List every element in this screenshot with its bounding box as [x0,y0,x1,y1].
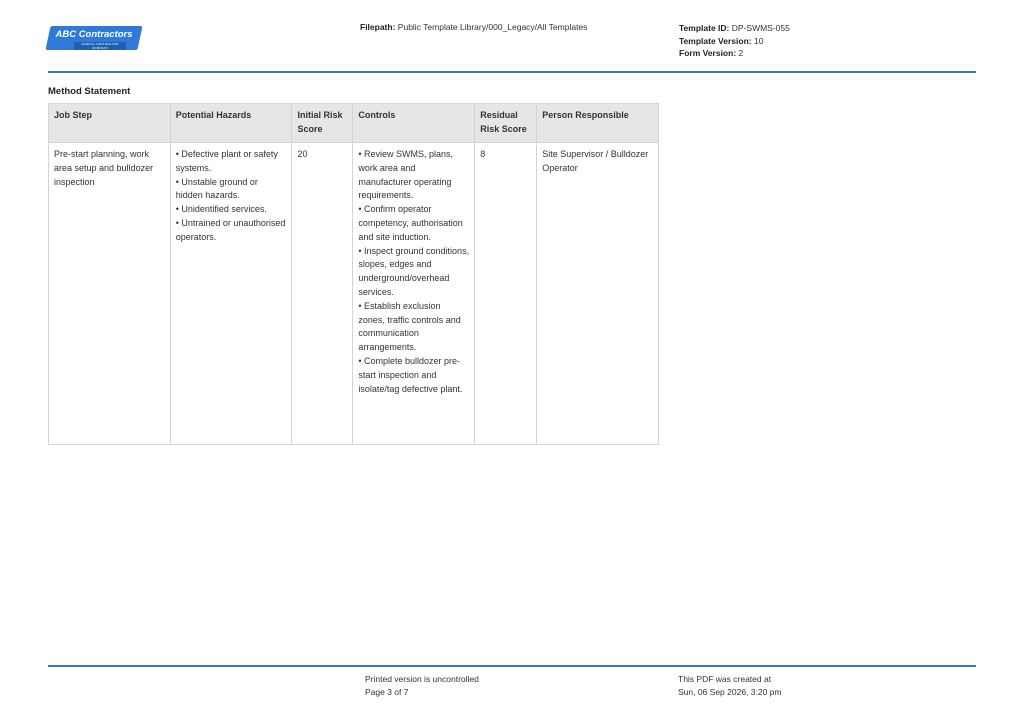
template-id-value: DP-SWMS-055 [731,23,790,33]
company-logo [48,26,140,52]
logo-name: ABC Contractors [55,29,133,40]
hazard-item: • Unstable ground or hidden hazards. [175,176,258,201]
header-divider [48,71,976,73]
table-row [49,143,659,445]
template-version-label: Template Version: [679,35,752,46]
hazard-item: • Defective plant or safety systems. [175,149,278,173]
template-id-label: Template ID: [679,23,730,33]
cell-job-step: Pre-start planning, work area setup and bulldozer inspection [49,143,171,445]
created-label: This PDF was created at [678,674,772,684]
control-item: • Inspect ground conditions, slopes, edges and underground/overhead services. [358,245,470,297]
control-item: • Complete bulldozer pre-start inspection and isolate/tag defective plant. [358,355,463,394]
control-item: • Review SWMS, plans, work area and manufacturer operating requirements. [358,149,454,201]
filepath-label: Filepath: [360,22,396,32]
footer-right [678,673,782,698]
template-meta [679,22,790,60]
footer-left [365,673,479,698]
header-controls: Controls [353,104,475,143]
cell-potential-hazards [170,143,292,445]
template-version-value: 10 [753,35,764,46]
uncontrolled-notice: Printed version is uncontrolled [365,674,479,684]
filepath-value: Public Template Library/000_Legacy/All Templates [397,22,588,32]
filepath [360,22,587,32]
footer-divider [48,665,976,667]
hazard-item: • Unidentified services. [175,204,267,215]
control-item: • Establish exclusion zones, traffic controls and communication arrangements. [358,300,461,353]
hazard-item: • Untrained or unauthorised operators. [175,217,286,242]
cell-initial-risk-score: 20 [292,143,353,445]
cell-residual-risk-score: 8 [475,143,537,445]
header-potential-hazards: Potential Hazards [170,104,292,143]
created-timestamp: Sun, 06 Sep 2026, 3:20 pm [678,686,782,697]
section-title: Method Statement [48,86,131,97]
header-initial-risk-score: Initial Risk Score [292,104,353,143]
template-version [679,35,790,48]
header-person-responsible: Person Responsible [537,104,659,143]
cell-controls [353,143,475,445]
header-residual-risk-score: Residual Risk Score [475,104,537,143]
table-header-row [49,104,659,143]
form-version-label: Form Version: [679,48,737,58]
form-version-value: 2 [738,48,744,58]
page-number: Page 3 of 7 [365,686,409,697]
header-job-step: Job Step [49,104,171,143]
template-id [679,22,790,35]
logo-tagline: SAMPLE CONTRACTOR COMPANY [74,42,126,50]
form-version [679,47,790,60]
control-item: • Confirm operator competency, authorisation and site induction. [358,204,463,242]
cell-person-responsible: Site Supervisor / Bulldozer Operator [537,143,659,445]
method-statement-table [48,103,659,445]
